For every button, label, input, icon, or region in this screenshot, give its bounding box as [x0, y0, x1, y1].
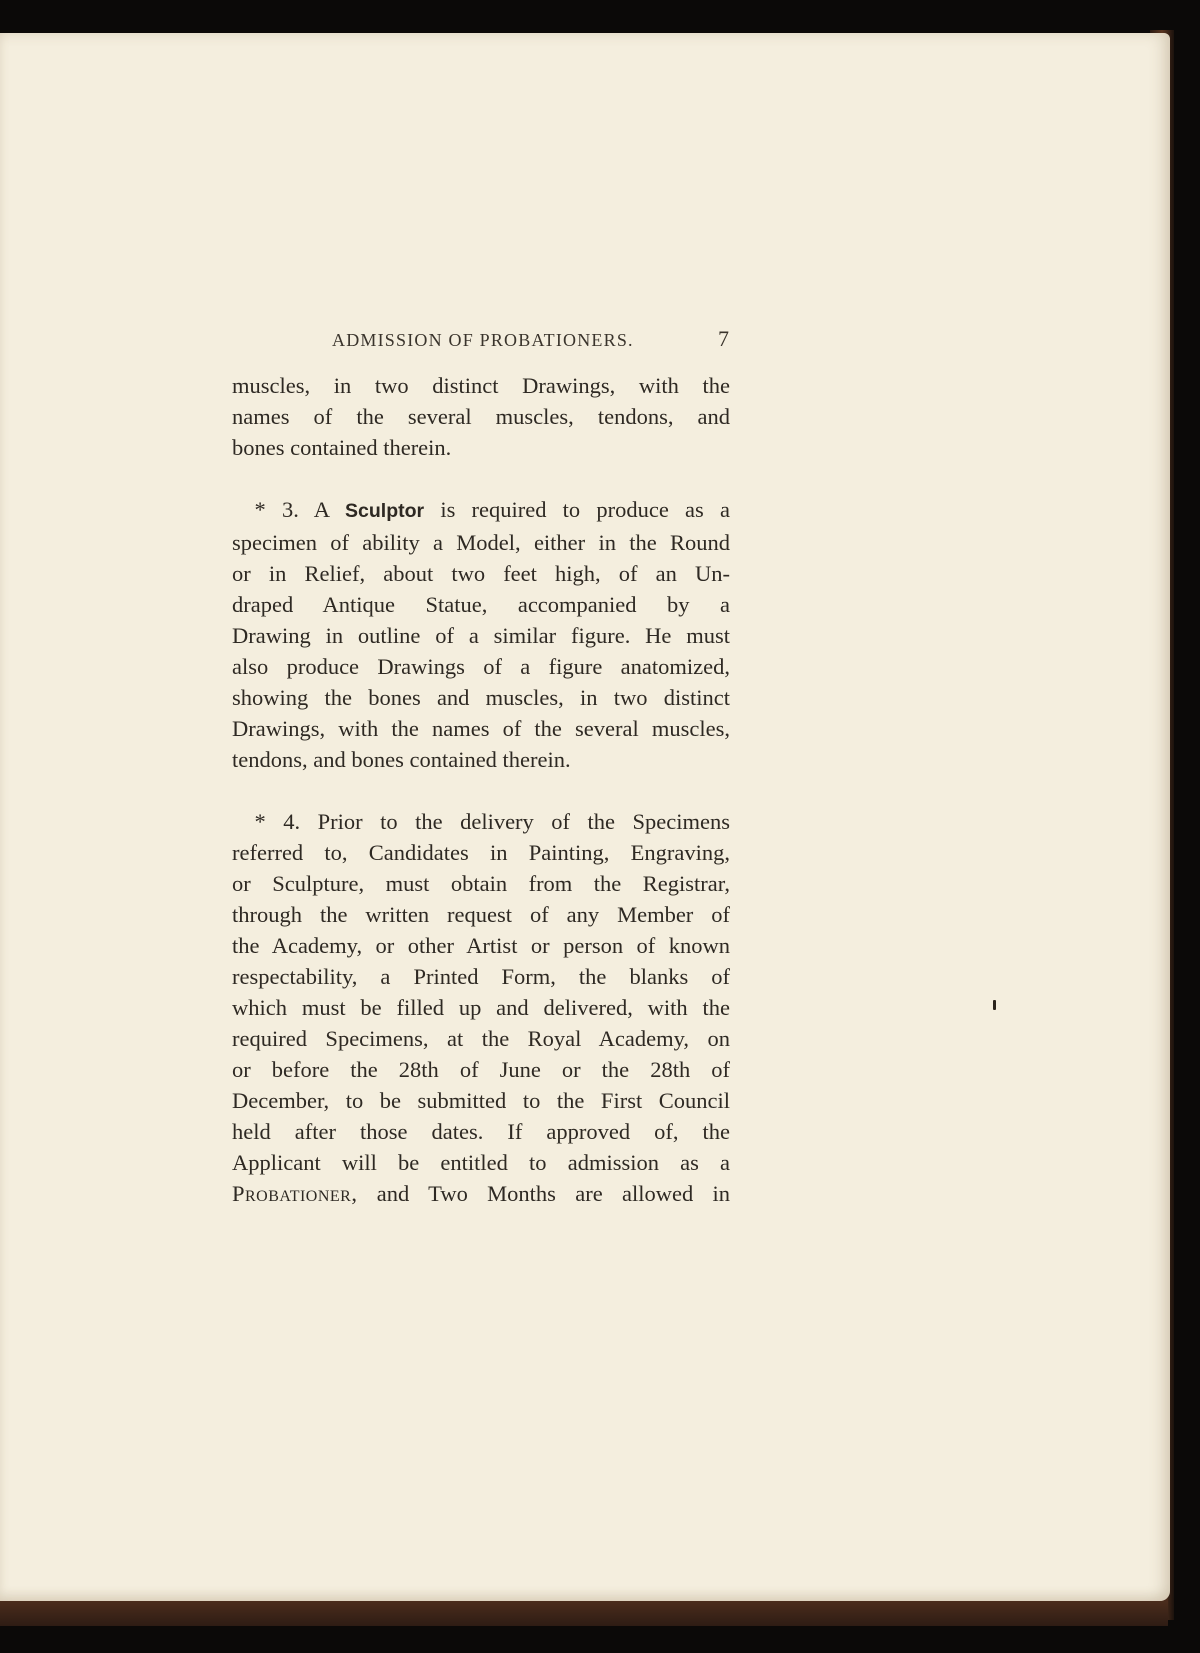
stray-ink-mark — [993, 1000, 996, 1010]
text-line: or Sculpture, must obtain from the Registrar, — [232, 871, 730, 896]
paragraph-lead-rest: is required to produce as a — [440, 497, 730, 522]
paragraph-lead: * 3. A — [254, 497, 329, 522]
running-head — [232, 326, 732, 366]
text-line: through the written request of any Member of — [232, 902, 730, 927]
text-line: specimen of ability a Model, either in the Round — [232, 530, 730, 555]
text-line: which must be filled up and delivered, with the — [232, 995, 730, 1020]
text-line: Drawings, with the names of the several muscles, — [232, 716, 730, 741]
last-line-rest: and Two Months are allowed in — [376, 1181, 730, 1206]
text-line: December, to be submitted to the First Council — [232, 1088, 730, 1113]
paragraph-1 — [232, 370, 730, 463]
text-line: required Specimens, at the Royal Academy, on — [232, 1026, 730, 1051]
text-line: or in Relief, about two feet high, of an Un- — [232, 561, 730, 586]
text-line: muscles, in two distinct Drawings, with the — [232, 373, 730, 398]
running-title: ADMISSION OF PROBATIONERS. — [332, 330, 634, 350]
text-line-lead — [232, 494, 730, 527]
text-line-lead — [232, 806, 730, 837]
text-line: showing the bones and muscles, in two distinct — [232, 685, 730, 710]
text-line: tendons, and bones contained therein. — [232, 747, 571, 772]
text-line: Applicant will be entitled to admission as a — [232, 1150, 730, 1175]
text-line: held after those dates. If approved of, the — [232, 1119, 730, 1144]
smallcaps-term-probationer: Probationer, — [232, 1181, 358, 1206]
text-line: bones contained therein. — [232, 435, 452, 460]
body-text — [232, 370, 730, 1209]
text-line-last — [232, 1178, 730, 1209]
text-line: also produce Drawings of a figure anatomized, — [232, 654, 730, 679]
text-line: the Academy, or other Artist or person of known — [232, 933, 730, 958]
paragraph-gap — [232, 463, 730, 494]
text-line: respectability, a Printed Form, the blanks of — [232, 964, 730, 989]
paragraph-gap — [232, 775, 730, 806]
text-line: draped Antique Statue, accompanied by a — [232, 592, 730, 617]
page-number: 7 — [718, 326, 729, 351]
paragraph-3 — [232, 806, 730, 1209]
text-line: or before the 28th of June or the 28th of — [232, 1057, 730, 1082]
bold-term-sculptor: Sculptor — [345, 500, 425, 522]
paragraph-2 — [232, 494, 730, 775]
paragraph-lead: * 4. Prior to the delivery of the Specimens — [254, 809, 730, 834]
text-line: names of the several muscles, tendons, and — [232, 404, 730, 429]
text-line: referred to, Candidates in Painting, Engraving, — [232, 840, 730, 865]
text-line: Drawing in outline of a similar figure. He must — [232, 623, 730, 648]
